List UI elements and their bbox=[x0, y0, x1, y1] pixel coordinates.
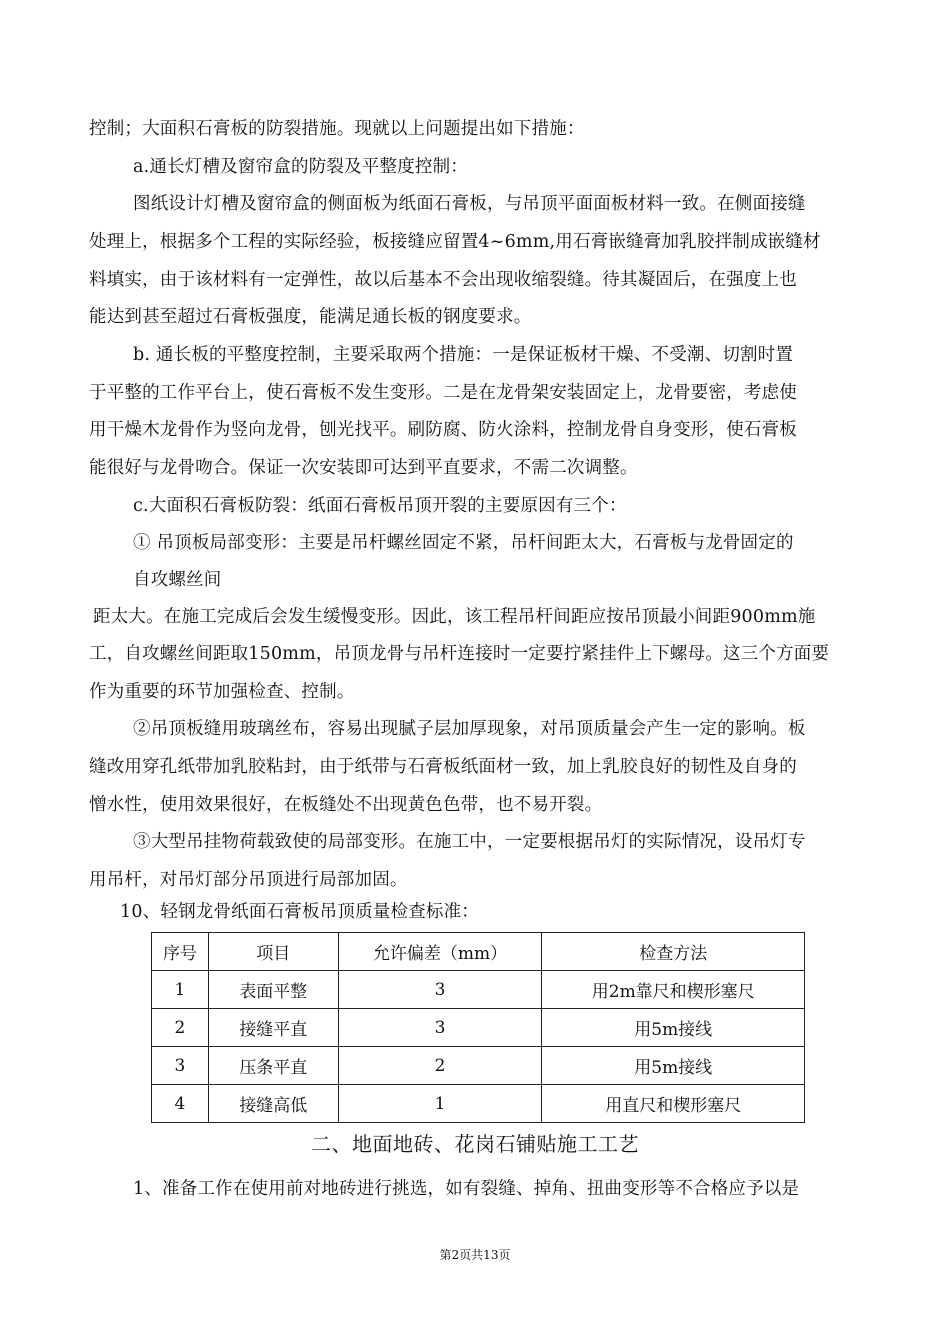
text-line: ① 吊顶板局部变形：主要是吊杆螺丝固定不紧，吊杆间距太大，石膏板与龙骨固定的 bbox=[133, 533, 794, 553]
text-line: ③大型吊挂物荷载致使的局部变形。在施工中，一定要根据吊灯的实际情况，设吊灯专 bbox=[133, 832, 806, 852]
table-cell: 1 bbox=[338, 1085, 542, 1123]
text-line: 缝改用穿孔纸带加乳胶粘封，由于纸带与石膏板纸面材一致，加上乳胶良好的韧性及自身的 bbox=[89, 757, 797, 777]
table-cell: 2 bbox=[152, 1009, 209, 1047]
quality-standard-table bbox=[151, 932, 805, 1123]
text-line: 距太大。在施工完成后会发生缓慢变形。因此，该工程吊杆间距应按吊顶最小间距900mm施 bbox=[93, 607, 816, 627]
text-line: 1、准备工作在使用前对地砖进行挑选，如有裂缝、掉角、扭曲变形等不合格应予以是 bbox=[133, 1179, 800, 1199]
page-footer: 第2页共13页 bbox=[439, 1248, 511, 1262]
table-header-cell: 项目 bbox=[208, 933, 338, 971]
table-cell: 用2m靠尺和楔形塞尺 bbox=[542, 971, 805, 1009]
text-line: 10、轻钢龙骨纸面石膏板吊顶质量检查标准： bbox=[120, 902, 479, 922]
text-line: 能很好与龙骨吻合。保证一次安装即可达到平直要求，不需二次调整。 bbox=[89, 458, 638, 478]
table-cell: 3 bbox=[338, 971, 542, 1009]
table-cell: 3 bbox=[152, 1047, 209, 1085]
text-line: 憎水性，使用效果很好，在板缝处不出现黄色色带，也不易开裂。 bbox=[89, 795, 603, 815]
text-line: b. 通长板的平整度控制，主要采取两个措施：一是保证板材干燥、不受潮、切割时置 bbox=[133, 345, 794, 365]
table-row bbox=[152, 1085, 805, 1123]
text-line: 作为重要的环节加强检查、控制。 bbox=[89, 682, 355, 702]
table-header-cell: 检查方法 bbox=[542, 933, 805, 971]
text-line: 能达到甚至超过石膏板强度，能满足通长板的钢度要求。 bbox=[89, 307, 532, 327]
table-cell: 用直尺和楔形塞尺 bbox=[542, 1085, 805, 1123]
text-line: 图纸设计灯槽及窗帘盒的侧面板为纸面石膏板，与吊顶平面面板材料一致。在侧面接缝 bbox=[133, 194, 806, 214]
table-header-cell: 序号 bbox=[152, 933, 209, 971]
text-line: 于平整的工作平台上，使石膏板不发生变形。二是在龙骨架安装固定上，龙骨要密，考虑使 bbox=[89, 383, 797, 403]
table-cell: 用5m接线 bbox=[542, 1047, 805, 1085]
text-line: a.通长灯槽及窗帘盒的防裂及平整度控制： bbox=[133, 157, 468, 177]
table-row bbox=[152, 971, 805, 1009]
text-line: 料填实，由于该材料有一定弹性，故以后基本不会出现收缩裂缝。待其凝固后，在强度上也 bbox=[89, 270, 797, 290]
table-cell: 2 bbox=[338, 1047, 542, 1085]
text-line: ②吊顶板缝用玻璃丝布，容易出现腻子层加厚现象，对吊顶质量会产生一定的影响。板 bbox=[133, 719, 806, 739]
text-line: 处理上，根据多个工程的实际经验，板接缝应留置4~6mm,用石膏嵌缝膏加乳胶拌制成嵌缝材 bbox=[89, 232, 821, 252]
table-cell: 3 bbox=[338, 1009, 542, 1047]
table-cell: 用5m接线 bbox=[542, 1009, 805, 1047]
section-heading: 二、地面地砖、花岗石铺贴施工工艺 bbox=[311, 1132, 639, 1156]
text-line: 用干燥木龙骨作为竖向龙骨，刨光找平。刷防腐、防火涂料，控制龙骨自身变形，使石膏板 bbox=[89, 420, 797, 440]
table-cell: 1 bbox=[152, 971, 209, 1009]
table-cell: 接缝平直 bbox=[208, 1009, 338, 1047]
table-cell: 接缝高低 bbox=[208, 1085, 338, 1123]
table-cell: 表面平整 bbox=[208, 971, 338, 1009]
table-header-row bbox=[152, 933, 805, 971]
text-line: 控制；大面积石膏板的防裂措施。现就以上问题提出如下措施： bbox=[89, 119, 585, 139]
table-cell: 4 bbox=[152, 1085, 209, 1123]
table-row bbox=[152, 1047, 805, 1085]
text-line: 用吊杆，对吊灯部分吊顶进行局部加固。 bbox=[89, 870, 408, 890]
text-line: 自攻螺丝间 bbox=[133, 570, 222, 590]
text-line: 工，自攻螺丝间距取150mm，吊顶龙骨与吊杆连接时一定要拧紧挂件上下螺母。这三个方面要 bbox=[89, 644, 830, 664]
table-cell: 压条平直 bbox=[208, 1047, 338, 1085]
text-line: c.大面积石膏板防裂：纸面石膏板吊顶开裂的主要原因有三个： bbox=[133, 496, 627, 516]
table-row bbox=[152, 1009, 805, 1047]
table-header-cell: 允许偏差（mm） bbox=[338, 933, 542, 971]
